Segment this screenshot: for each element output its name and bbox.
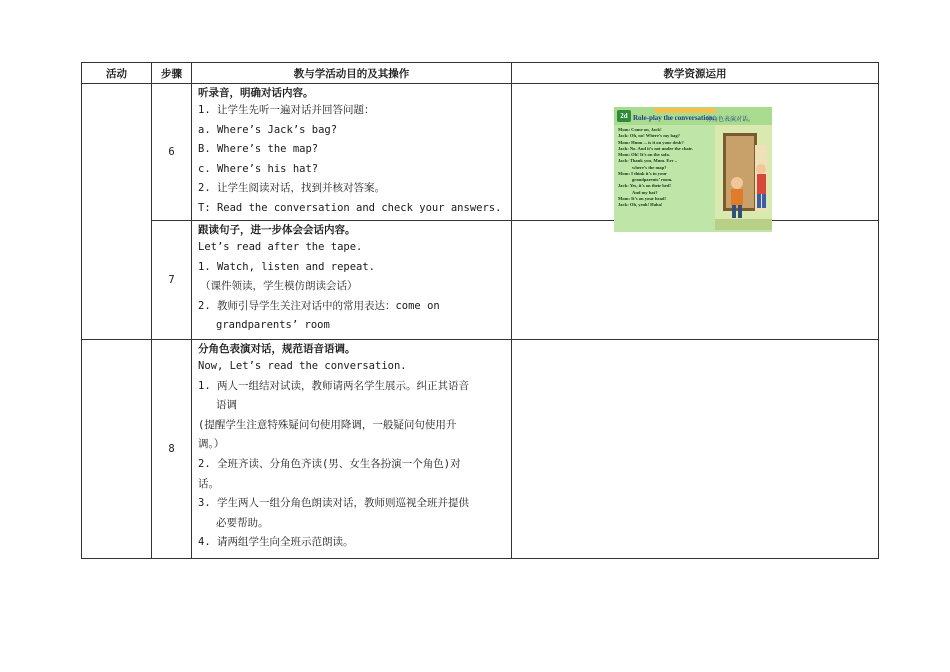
dialogue-line: Mom: I think it’s in your: [618, 170, 667, 176]
dialogue-line: Mom: It’s on your head!: [618, 195, 666, 201]
slide-section-badge: 2d: [617, 110, 631, 122]
lesson-plan-table: [81, 62, 879, 559]
procedure-line: 2. 让学生阅读对话，找到并核对答案。: [198, 182, 385, 195]
dialogue-line: Mom: Hmm ... is it on your desk?: [618, 139, 684, 145]
procedure-line: 话。: [198, 477, 219, 490]
procedure-line: c. Where’s his hat?: [198, 162, 319, 175]
step-number: 7: [152, 221, 192, 340]
procedure-line: Let’s read after the tape.: [198, 241, 363, 253]
cartoon-illustration: [715, 125, 772, 230]
procedure-line: 1. 两人一组结对试读，教师请两名学生展示。纠正其语音: [198, 379, 469, 392]
procedure-line: Now, Let’s read the conversation.: [198, 360, 407, 372]
procedure-line: 3. 学生两人一组分角色朗读对话，教师则巡视全班并提供: [198, 497, 469, 510]
header-step: 步骤: [152, 63, 192, 84]
courseware-slide-image: [614, 107, 772, 232]
dialogue-line: where’s the map?: [632, 164, 667, 170]
procedure-line: grandparents’ room: [216, 319, 330, 332]
step-number: 6: [152, 84, 192, 221]
procedure-line: T: Read the conversation and check your answers.: [198, 201, 502, 214]
dialogue-line: Mom: Come on, Jack!: [618, 127, 662, 132]
procedure-line: 2. 全班齐读、分角色齐读(男、女生各扮演一个角色)对: [198, 457, 461, 470]
table-row: [82, 340, 879, 559]
procedure-line: 1. Watch, listen and repeat.: [198, 260, 376, 273]
dialogue-line: Jack: Oh, no! Where’s my bag?: [618, 133, 680, 139]
dialogue-line: Jack: No. And it’s not under the chair.: [618, 145, 693, 151]
resource-cell: [512, 221, 879, 340]
header-procedure: 教与学活动目的及其操作: [192, 63, 512, 84]
header-activity: 活动: [82, 63, 152, 84]
slide-title: Role-play the conversation.: [633, 114, 715, 122]
table-row: [82, 84, 879, 221]
procedure-line: 调。）: [198, 438, 225, 451]
dialogue-line: Jack: Yes, it’s on their bed!: [618, 183, 671, 189]
dialogue-line: grandparents’ room.: [632, 177, 673, 182]
procedure-cell: [192, 221, 512, 340]
activity-cell: [82, 84, 152, 340]
header-resources: 教学资源运用: [512, 63, 879, 84]
slide-title-cn: 分角色表演对话。: [706, 116, 755, 123]
step-title: 听录音，明确对话内容。: [198, 87, 314, 99]
resource-cell: [512, 84, 879, 221]
dialogue-line: Mom: Oh! It’s on the sofa.: [618, 152, 670, 157]
procedure-line: 2. 教师引导学生关注对话中的常用表达：come on: [198, 299, 440, 312]
slide-dialogue: [618, 127, 716, 208]
procedure-cell: [192, 340, 512, 559]
procedure-line: B. Where’s the map?: [198, 143, 319, 156]
dialogue-line: Jack: Oh, yeah! Haha!: [618, 202, 663, 207]
procedure-line: 语调: [216, 399, 237, 412]
table-header-row: [82, 63, 879, 84]
activity-cell: [82, 340, 152, 559]
dialogue-line: And my hat?: [632, 189, 658, 195]
procedure-line: (提醒学生注意特殊疑问句使用降调，一般疑问句使用升: [198, 418, 457, 431]
step-title: 跟读句子，进一步体会会话内容。: [198, 224, 356, 236]
procedure-line: 4. 请两组学生向全班示范朗读。: [198, 536, 354, 549]
table-row: [82, 221, 879, 340]
procedure-line: 必要帮助。: [216, 516, 269, 529]
procedure-line: 1. 让学生先听一遍对话并回答问题：: [198, 104, 375, 116]
procedure-cell: [192, 84, 512, 221]
procedure-line: （课件领读，学生模仿朗读会话）: [200, 280, 358, 293]
dialogue-line: Jack: Thank you, Mum. Err ..: [618, 158, 677, 164]
procedure-line: a. Where’s Jack’s bag?: [198, 123, 338, 136]
step-title: 分角色表演对话，规范语音语调。: [198, 343, 356, 355]
resource-cell: [512, 340, 879, 559]
step-number: 8: [152, 340, 192, 559]
